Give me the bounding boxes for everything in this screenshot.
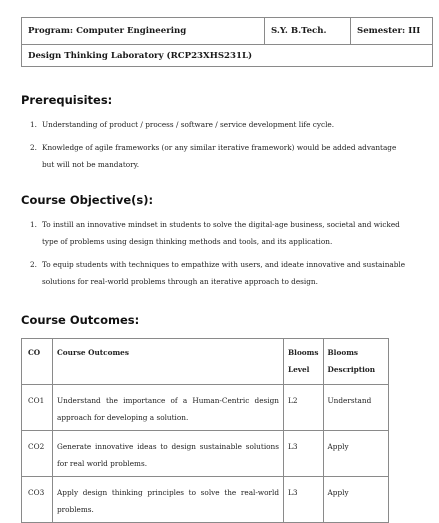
item-text: To instill an innovative mindset in students to solve the digital-age business, societal and wicked type of problems using design thinking methods and tools, and its application. [42, 220, 400, 246]
level-cell: L3 [284, 477, 324, 523]
objective-item [30, 216, 408, 250]
year-cell: S.Y. B.Tech. [265, 18, 351, 44]
objective-item [30, 256, 408, 290]
co-cell: CO3 [22, 477, 53, 523]
co-column-header: CO [22, 339, 53, 385]
item-number: 2. [30, 143, 37, 152]
course-name-cell: Design Thinking Laboratory (RCP23XHS231L) [28, 50, 253, 61]
level-cell: L3 [284, 431, 324, 477]
item-number: 1. [30, 120, 37, 129]
blooms-description-column-header: Blooms Description [323, 339, 388, 385]
table-row [22, 385, 389, 431]
co-cell: CO1 [22, 385, 53, 431]
description-cell: Apply [323, 431, 388, 477]
outcomes-heading: Course Outcomes: [21, 313, 140, 327]
header-row [22, 18, 432, 45]
description-cell: Understand [323, 385, 388, 431]
item-text: To equip students with techniques to empathize with users, and ideate innovative and sustainable solutions for real-world problems through an iterative approach to design. [42, 260, 406, 286]
item-text: Knowledge of agile frameworks (or any similar iterative framework) would be added advantage but will not be mandatory. [42, 143, 397, 169]
outcome-cell: Apply design thinking principles to solve the real-world problems. [53, 477, 284, 523]
level-cell: L2 [284, 385, 324, 431]
outcome-cell: Generate innovative ideas to design sustainable solutions for real world problems. [53, 431, 284, 477]
outcome-cell: Understand the importance of a Human-Centric design approach for developing a solution. [53, 385, 284, 431]
outcome-column-header: Course Outcomes [53, 339, 284, 385]
program-cell: Program: Computer Engineering [22, 18, 265, 44]
blooms-level-column-header: Blooms Level [284, 339, 324, 385]
item-number: 1. [30, 220, 37, 229]
course-outcomes-table [21, 338, 389, 523]
prerequisites-heading: Prerequisites: [21, 93, 113, 107]
table-header-row [22, 339, 389, 385]
item-number: 2. [30, 260, 37, 269]
item-text: Understanding of product / process / software / service development life cycle. [42, 120, 335, 129]
description-cell: Apply [323, 477, 388, 523]
course-header-table [21, 17, 433, 67]
semester-cell: Semester: III [357, 26, 421, 36]
prerequisite-item [30, 116, 408, 133]
objectives-heading: Course Objective(s): [21, 193, 154, 207]
co-cell: CO2 [22, 431, 53, 477]
table-row [22, 477, 389, 523]
prerequisite-item [30, 139, 408, 173]
table-row [22, 431, 389, 477]
